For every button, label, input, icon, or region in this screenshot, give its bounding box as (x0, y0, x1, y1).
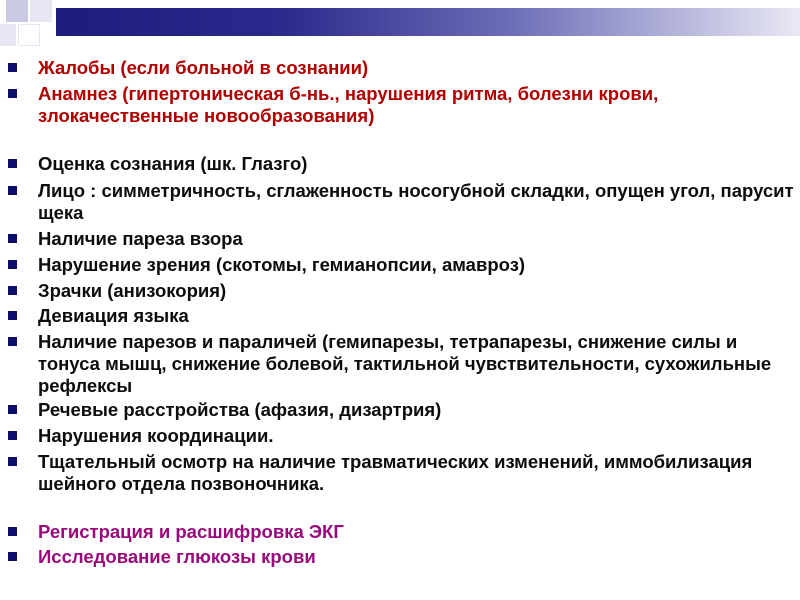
bullet-item-glucose: Исследование глюкозы крови (8, 546, 796, 568)
bullet-item-anamnesis: Анамнез (гипертоническая б-нь., нарушения ритма, болезни крови, злокачественные новообразования) (8, 83, 796, 127)
bullet-item-speech: Речевые расстройства (афазия, дизартрия) (8, 399, 796, 421)
square-bullet-icon (8, 89, 17, 98)
square-bullet-icon (8, 431, 17, 440)
square-bullet-icon (8, 311, 17, 320)
square-bullet-icon (8, 63, 17, 72)
bullet-item-coordination: Нарушения координации. (8, 425, 796, 447)
square-bullet-icon (8, 552, 17, 561)
bullet-item-vision: Нарушение зрения (скотомы, гемианопсии, амавроз) (8, 254, 796, 276)
bullet-item-complaints: Жалобы (если больной в сознании) (8, 57, 796, 79)
bullet-item-face: Лицо : симметричность, сглаженность носогубной складки, опущен угол, парусит щека (8, 180, 796, 224)
square-bullet-icon (8, 159, 17, 168)
square-bullet-icon (8, 337, 17, 346)
bullet-item-ecg: Регистрация и расшифровка ЭКГ (8, 521, 796, 543)
square-bullet-icon (8, 286, 17, 295)
square-bullet-icon (8, 186, 17, 195)
square-bullet-icon (8, 405, 17, 414)
bullet-item-paresis: Наличие парезов и параличей (гемипарезы, тетрапарезы, снижение силы и тонуса мышц, снижение болевой, тактильной чувствительности, сухожильные рефлексы (8, 331, 796, 397)
bullet-item-gaze-paresis: Наличие пареза взора (8, 228, 796, 250)
square-bullet-icon (8, 527, 17, 536)
bullet-item-pupils: Зрачки (анизокория) (8, 280, 796, 302)
square-bullet-icon (8, 260, 17, 269)
square-bullet-icon (8, 234, 17, 243)
bullet-item-tongue: Девиация языка (8, 305, 796, 327)
bullet-item-trauma-exam: Тщательный осмотр на наличие травматических изменений, иммобилизация шейного отдела позвоночника. (8, 451, 796, 495)
square-bullet-icon (8, 457, 17, 466)
bullet-item-consciousness: Оценка сознания (шк. Глазго) (8, 153, 796, 175)
